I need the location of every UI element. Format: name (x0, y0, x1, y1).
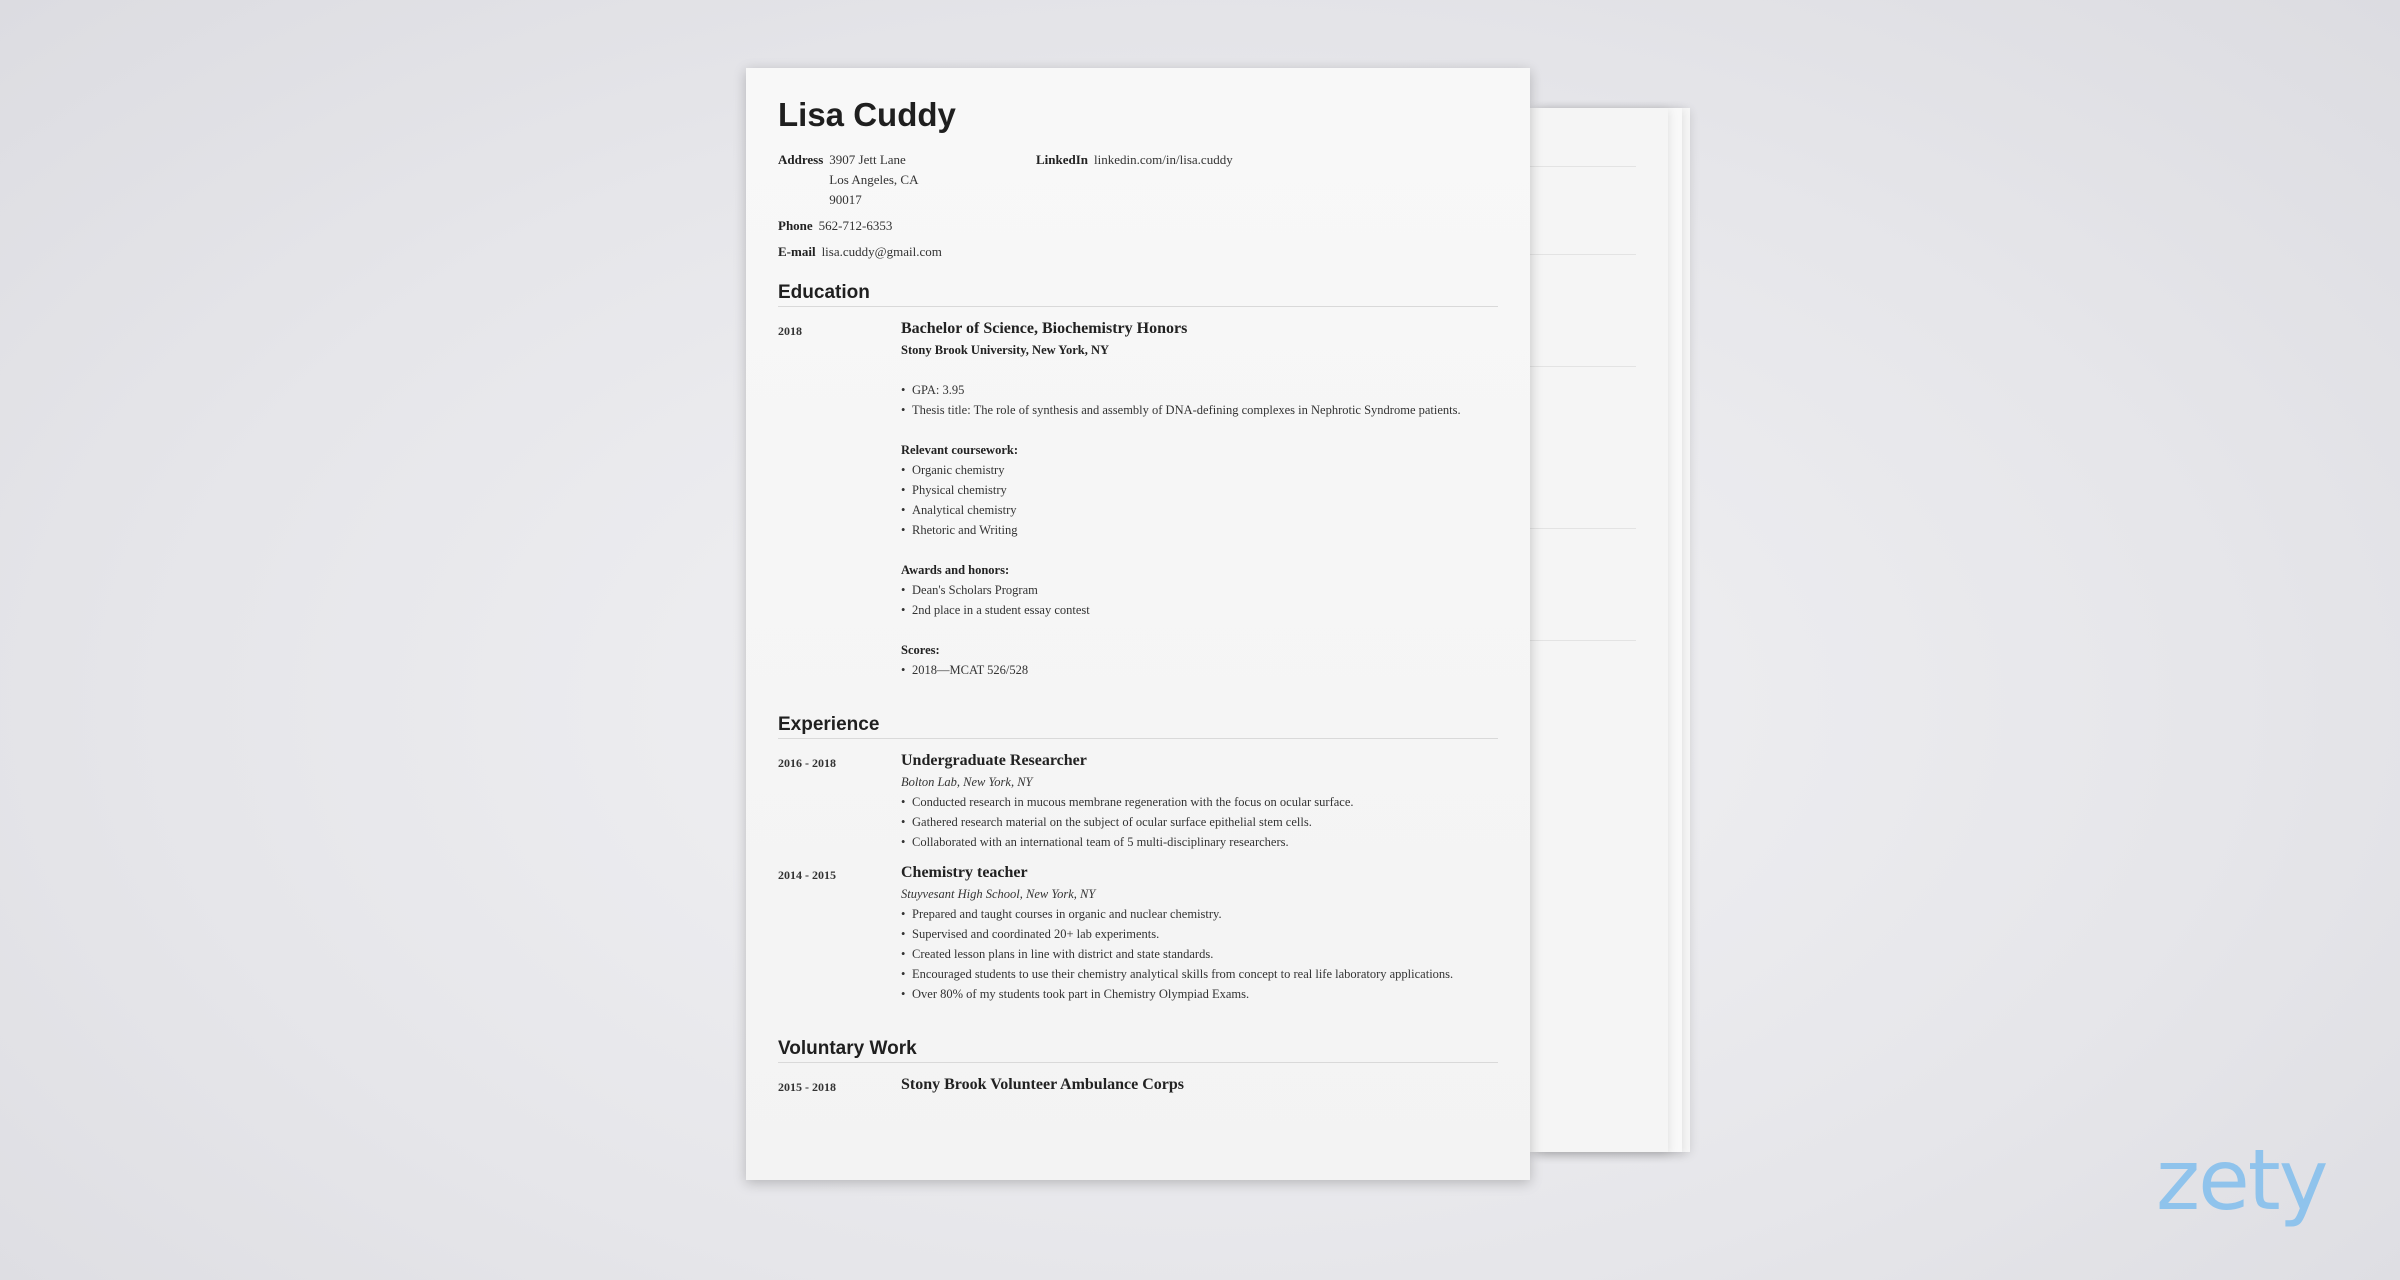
list-item: • 2018—MCAT 526/528 (901, 660, 1471, 680)
list-item: • Rhetoric and Writing (901, 520, 1471, 540)
address-line: 3907 Jett Lane (829, 152, 906, 167)
scores-list (901, 660, 1471, 680)
linkedin-row (1036, 150, 1233, 170)
job-title: Chemistry teacher (901, 864, 1028, 881)
coursework-list (901, 460, 1471, 540)
list-item: • Dean's Scholars Program (901, 580, 1471, 600)
list-item: • Prepared and taught courses in organic and nuclear chemistry. (901, 904, 1471, 924)
back-page-rule (1528, 254, 1636, 255)
list-item: • Supervised and coordinated 20+ lab experiments. (901, 924, 1471, 944)
voluntary-date: 2015 - 2018 (778, 1080, 836, 1094)
phone-label: Phone (778, 218, 813, 233)
address-line: Los Angeles, CA (829, 172, 919, 187)
list-item: • Collaborated with an international team of 5 multi-disciplinary researchers. (901, 832, 1471, 852)
list-item: • Thesis title: The role of synthesis and assembly of DNA-defining complexes in Nephrotic Syndrome patients. (901, 400, 1471, 420)
scores-label: Scores: (901, 643, 940, 657)
degree-title: Bachelor of Science, Biochemistry Honors (901, 320, 1188, 337)
back-page-rule (1528, 366, 1636, 367)
experience-heading: Experience (778, 714, 1498, 739)
back-page-rule (1528, 528, 1636, 529)
linkedin-label: LinkedIn (1036, 152, 1089, 167)
education-date: 2018 (778, 324, 802, 338)
coursework-label: Relevant coursework: (901, 443, 1018, 457)
list-item: • GPA: 3.95 (901, 380, 1471, 400)
back-page-rule (1528, 166, 1636, 167)
list-item: • Gathered research material on the subject of ocular surface epithelial stem cells. (901, 812, 1471, 832)
job-entry (901, 750, 1471, 852)
voluntary-heading: Voluntary Work (778, 1038, 1498, 1063)
list-item: • Conducted research in mucous membrane regeneration with the focus on ocular surface. (901, 792, 1471, 812)
list-item: • Encouraged students to use their chemistry analytical skills from concept to real life laboratory applications. (901, 964, 1471, 984)
job-bullets (901, 792, 1471, 852)
job-date: 2016 - 2018 (778, 756, 836, 770)
list-item: • 2nd place in a student essay contest (901, 600, 1471, 620)
job-bullets (901, 904, 1471, 1004)
email-row (778, 242, 942, 262)
job-entry (901, 862, 1471, 1004)
linkedin-value[interactable]: linkedin.com/in/lisa.cuddy (1094, 152, 1233, 167)
job-org: Stuyvesant High School, New York, NY (901, 887, 1096, 901)
education-entry (901, 318, 1471, 680)
education-heading: Education (778, 282, 1498, 307)
list-item: • Over 80% of my students took part in Chemistry Olympiad Exams. (901, 984, 1471, 1004)
list-item: • Analytical chemistry (901, 500, 1471, 520)
email-value[interactable]: lisa.cuddy@gmail.com (821, 244, 942, 259)
education-bullets (901, 380, 1471, 420)
voluntary-title: Stony Brook Volunteer Ambulance Corps (901, 1076, 1185, 1093)
job-title: Undergraduate Researcher (901, 752, 1087, 769)
zety-logo: zety (2156, 1131, 2327, 1229)
address-row (778, 150, 918, 210)
resume-page (746, 68, 1530, 1180)
back-page-rule (1528, 640, 1636, 641)
job-org: Bolton Lab, New York, NY (901, 775, 1033, 789)
address-value (829, 150, 918, 210)
school-name: Stony Brook University, New York, NY (901, 343, 1109, 357)
awards-label: Awards and honors: (901, 563, 1010, 577)
phone-row (778, 216, 892, 236)
address-line: 90017 (829, 192, 862, 207)
voluntary-entry (901, 1074, 1471, 1096)
phone-value: 562-712-6353 (818, 218, 893, 233)
awards-list (901, 580, 1471, 620)
resume-name: Lisa Cuddy (778, 96, 956, 133)
address-label: Address (778, 152, 824, 167)
back-page-1 (1528, 108, 1668, 1152)
email-label: E-mail (778, 244, 816, 259)
list-item: • Organic chemistry (901, 460, 1471, 480)
job-date: 2014 - 2015 (778, 868, 836, 882)
list-item: • Physical chemistry (901, 480, 1471, 500)
list-item: • Created lesson plans in line with district and state standards. (901, 944, 1471, 964)
